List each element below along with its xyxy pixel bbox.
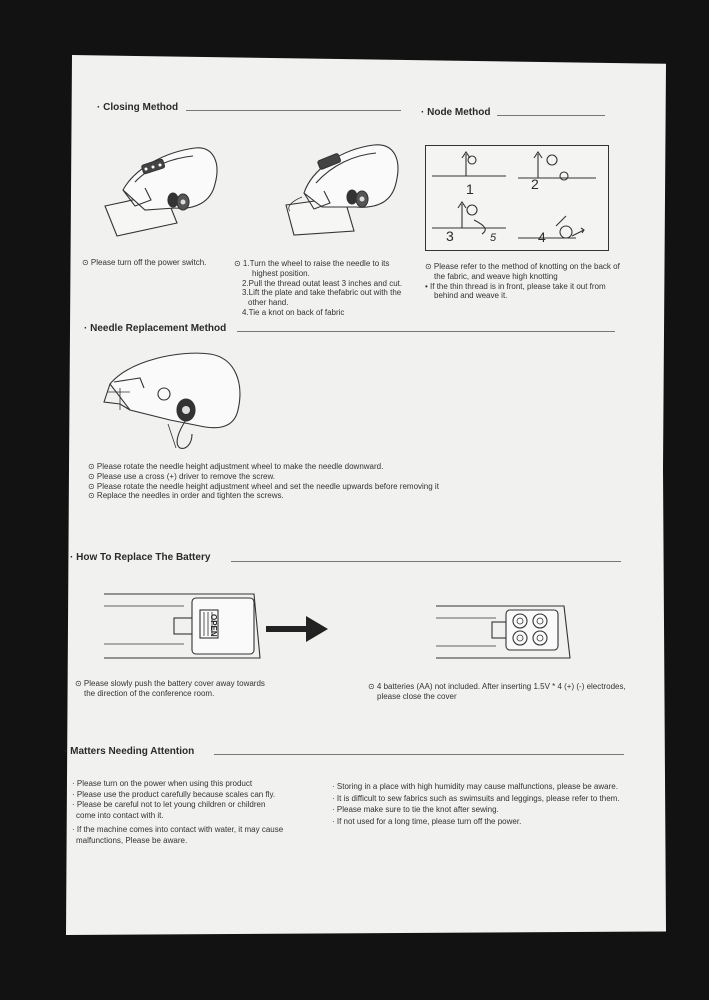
battery-rule xyxy=(231,561,621,562)
closing-step-line: other hand. xyxy=(248,298,289,308)
battery-text-line: please close the cover xyxy=(377,691,457,701)
needle-text-line: ⊙ Replace the needles in order and tighten the screws. xyxy=(88,491,284,501)
knot-step-number-3: 3 xyxy=(446,228,454,244)
needle-replacement-rule xyxy=(237,331,615,332)
closing-step-line: 3.Lift the plate and take thefabric out with the xyxy=(242,288,402,298)
attention-item: malfunctions, Please be aware. xyxy=(76,835,188,845)
attention-rule xyxy=(214,754,624,755)
closing-step-line: 4.Tie a knot on back of fabric xyxy=(242,307,345,317)
closing-step-line: highest position. xyxy=(252,268,310,278)
knot-step-number-4: 4 xyxy=(538,229,546,245)
node-text-line: the fabric, and weave high knotting xyxy=(434,271,558,281)
needle-text-line: ⊙ Please use a cross (+) driver to remove the screw. xyxy=(88,471,275,481)
needle-text-line: ⊙ Please rotate the needle height adjustment wheel and set the needle upwards before removing it xyxy=(88,481,439,491)
needle-replacement-text xyxy=(88,462,588,501)
closing-step-line: ⊙ 1.Turn the wheel to raise the needle to its xyxy=(234,259,390,268)
battery-compartment-illustration xyxy=(436,604,576,660)
battery-left-text xyxy=(75,679,315,699)
node-text-line: behind and weave it. xyxy=(434,291,508,301)
battery-heading: · How To Replace The Battery xyxy=(70,552,211,563)
closing-steps-list xyxy=(234,259,424,318)
attention-item: · Please turn on the power when using this product xyxy=(72,779,253,788)
knot-step-number-5: 5 xyxy=(490,232,497,244)
battery-text-line: ⊙ 4 batteries (AA) not included. After inserting 1.5V * 4 (+) (-) electrodes, xyxy=(368,682,626,691)
knot-diagram-box xyxy=(425,145,609,251)
open-label: OPEN xyxy=(209,614,218,637)
attention-left-list xyxy=(72,779,327,846)
battery-text-line: the direction of the conference room. xyxy=(84,688,215,698)
attention-item: · Please be careful not to let young children or children xyxy=(72,800,266,809)
attention-item: · Please make sure to tie the knot after sewing. xyxy=(332,805,499,814)
battery-right-text xyxy=(368,682,663,702)
node-text-line: • If the thin thread is in front, please take it out from xyxy=(425,281,606,291)
attention-item: · If not used for a long time, please turn off the power. xyxy=(332,816,522,826)
closing-method-heading: · Closing Method xyxy=(97,102,179,113)
node-method-heading: · Node Method xyxy=(421,107,491,118)
attention-item: come into contact with it. xyxy=(76,810,164,820)
closing-step-power-off: ⊙ Please turn off the power switch. xyxy=(82,258,207,267)
attention-right-list xyxy=(332,781,662,827)
knot-step-number-2: 2 xyxy=(531,176,539,192)
needle-replacement-heading: · Needle Replacement Method xyxy=(84,323,227,334)
node-method-text xyxy=(425,262,655,301)
attention-item: · If the machine comes into contact with water, it may cause xyxy=(72,825,284,834)
sewing-machine-illustration xyxy=(95,138,220,238)
battery-text-line: ⊙ Please slowly push the battery cover away towards xyxy=(75,679,265,688)
closing-step-line: 2.Pull the thread outat least 3 inches and cut. xyxy=(242,278,403,288)
attention-item: · Please use the product carefully because scales can fly. xyxy=(72,789,276,799)
needle-replacement-illustration xyxy=(100,348,245,453)
knot-step-number-1: 1 xyxy=(466,181,474,197)
closing-method-rule xyxy=(186,110,401,111)
attention-item: · It is difficult to sew fabrics such as swimsuits and leggings, please refer to them. xyxy=(332,793,620,803)
needle-text-line: ⊙ Please rotate the needle height adjustment wheel to make the needle downward. xyxy=(88,462,384,471)
attention-heading: · Matters Needing Attention xyxy=(64,746,195,757)
node-text-line: ⊙ Please refer to the method of knotting on the back of xyxy=(425,262,620,271)
battery-cover-illustration xyxy=(104,592,264,662)
arrow-right-icon xyxy=(266,614,330,644)
sewing-machine-lifted-illustration xyxy=(282,135,402,235)
attention-item: · Storing in a place with high humidity may cause malfunctions, please be aware. xyxy=(332,782,618,791)
node-method-rule xyxy=(497,115,605,116)
